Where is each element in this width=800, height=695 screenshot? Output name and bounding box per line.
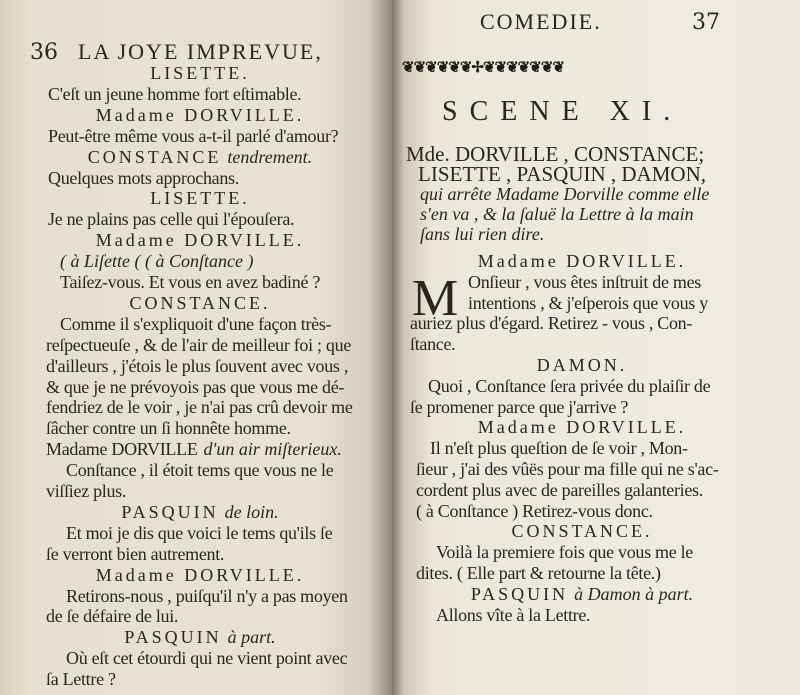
text-line-text: ( à Conſtance ) Retirez-vous donc. [416,500,653,521]
stage-direction-text: ſans lui rien dire. [420,224,545,244]
text-line-text: ſe verront bien autrement. [46,543,225,564]
speaker-name [0,188,392,208]
speaker-name [0,293,392,313]
text-line-text: cordent plus avec de pareilles galanteries. [416,479,703,500]
text-line [46,335,351,355]
speaker-name [0,147,392,167]
stage-direction-text: s'en va , & la ſaluë la Lettre à la main [420,204,694,224]
text-line [410,313,692,333]
speaker-name-text: PASQUIN [124,627,222,648]
stage-direction: d'un air miſterieux. [203,439,342,460]
speaker-name-text: Madame DORVILLE [46,439,198,460]
text-line [60,272,320,292]
speaker-name [0,627,392,647]
text-line-text: & que je ne prévoyois pas que vous me dé- [46,376,345,397]
speaker-name [392,521,772,541]
drop-cap: M [412,270,459,327]
speaker-name [392,251,772,271]
text-line-text: Où eſt cet étourdi qui ne vient point avec [66,648,348,669]
speaker-name-text: Madame DORVILLE. [95,230,305,251]
text-line-text: Et moi je dis que voici le tems qu'ils ſe [66,522,333,543]
text-line [468,293,708,313]
text-line-text: intentions , & j'eſperois que vous y [468,292,708,313]
speaker-name [0,230,392,250]
stage-direction [420,204,694,224]
right-page [392,0,800,695]
scene-title: SCENE XI. [442,96,683,127]
speaker-name [0,565,392,585]
text-line-text: Taiſez-vous. Et vous en avez badiné ? [60,272,321,292]
text-line-text: Voilà la premiere fois que vous me le [436,542,693,563]
text-line [48,126,338,146]
text-line-text: ſe promener parce que j'arrive ? [410,396,629,417]
text-line [436,542,693,562]
text-line-text: Conſtance , il étoit tems que vous ne le [66,460,334,481]
stage-direction: à part. [227,627,276,648]
text-line [416,563,661,583]
text-line-text: ſa Lettre ? [46,669,116,690]
page-number: 37 [692,10,720,35]
speaker-name [0,63,392,83]
stage-direction-text: qui arrête Madame Dorville comme elle [420,184,710,204]
running-head: LA JOYE IMPREVUE, [78,39,323,64]
running-head: COMEDIE. [480,9,602,34]
text-line [66,460,333,480]
text-line [66,523,332,543]
speaker-name-text: PASQUIN [121,501,219,522]
text-line [46,481,126,501]
text-line [48,209,294,229]
text-line [48,168,239,188]
text-line-text: Il n'eſt plus queſtion de ſe voir , Mon- [430,438,688,459]
cast-line-text: Mde. DORVILLE , CONSTANCE; [406,142,705,166]
speaker-name-text: DAMON. [536,355,628,375]
text-line [46,356,348,376]
cast-line-text: LISETTE , PASQUIN , DAMON, [418,162,706,186]
text-line-text: viſſiez plus. [46,481,127,501]
cast-line [418,164,706,184]
text-line [46,606,178,626]
speaker-name [0,105,392,125]
left-page [0,0,392,695]
text-line-text: de ſe défaire de lui. [46,606,179,627]
text-line-text: Onſieur , vous êtes inſtruit de mes [468,271,701,292]
text-line [410,334,455,354]
speaker-name-text: CONSTANCE. [511,521,653,542]
cast-line [406,144,704,164]
text-line-text: fendriez de le voir , je n'ai pas crû devoir me [46,397,353,418]
text-line [48,84,301,104]
text-line-text: Quoi , Conſtance ſera privée du plaiſir de [428,375,711,396]
stage-direction [60,251,253,271]
stage-direction: de loin. [224,501,279,522]
speaker-name-text: Madame DORVILLE. [95,564,305,585]
speaker-name-text: LISETTE. [150,188,250,209]
text-line [416,501,653,521]
text-line [46,377,344,397]
text-line-text: ſieur , j'ai des vûës pour ma fille qui ne s'ac- [416,459,719,479]
speaker-name-text: LISETTE. [150,63,250,83]
text-line [416,480,703,500]
text-line [468,272,701,292]
speaker-name-text: PASQUIN [470,583,569,604]
text-line-text: auriez plus d'égard. Retirez - vous , Con- [410,313,693,334]
stage-direction-text: ( à Liſette ( ( à Conſtance ) [60,251,254,272]
text-line-text: C'eſt un jeune homme fort eſtimable. [48,83,302,104]
text-line-text: Quelques mots approchans. [48,167,239,188]
text-line-text: Je ne plains pas celle qui l'épouſera. [48,209,295,230]
speaker-name-text: Madame DORVILLE. [95,104,305,125]
text-line-text: Allons vîte à la Lettre. [436,604,591,625]
text-line [60,314,331,334]
speaker-name-text: CONSTANCE [87,146,222,167]
text-line [66,586,348,606]
text-line-text: ſtance. [410,334,456,355]
page-number: 36 [30,40,58,65]
speaker-name-text: Madame DORVILLE. [477,251,687,271]
speaker-name [392,417,772,437]
stage-direction [420,184,709,204]
text-line-text: ſâcher contre un ſi honnête homme. [46,418,291,439]
text-line-text: Peut-être même vous a-t-il parlé d'amour? [48,125,339,146]
speaker-name [0,502,392,522]
text-line [46,669,116,689]
ornament-band: ❦❦❦❦❦❦✢❦❦❦❦❦❦❦ [402,60,564,76]
text-line-text: Comme il s'expliquoit d'une façon très- [60,313,332,334]
speaker-name-text: Madame DORVILLE. [477,417,687,438]
text-line [46,397,353,417]
text-line [46,418,291,438]
speaker-name [392,584,772,604]
text-line [428,376,710,396]
text-line [410,397,628,417]
speaker-name-text: CONSTANCE. [129,292,271,313]
speaker-name [46,439,342,459]
text-line-text: reſpectueuſe , & de l'air de meilleur foi ; que [46,334,352,355]
text-line [46,544,224,564]
stage-direction: à Damon à part. [574,583,694,604]
text-line-text: dites. ( Elle part & retourne la tête.) [416,563,661,583]
speaker-name [392,355,772,375]
text-line [416,459,719,479]
text-line [430,438,688,458]
text-line [66,648,347,668]
text-line-text: d'ailleurs , j'étois le plus ſouvent avec vous , [46,355,349,376]
stage-direction [420,224,544,244]
text-line-text: Retirons-nous , puiſqu'il n'y a pas moyen [66,585,348,606]
text-line [436,605,590,625]
stage-direction: tendrement. [227,146,313,167]
